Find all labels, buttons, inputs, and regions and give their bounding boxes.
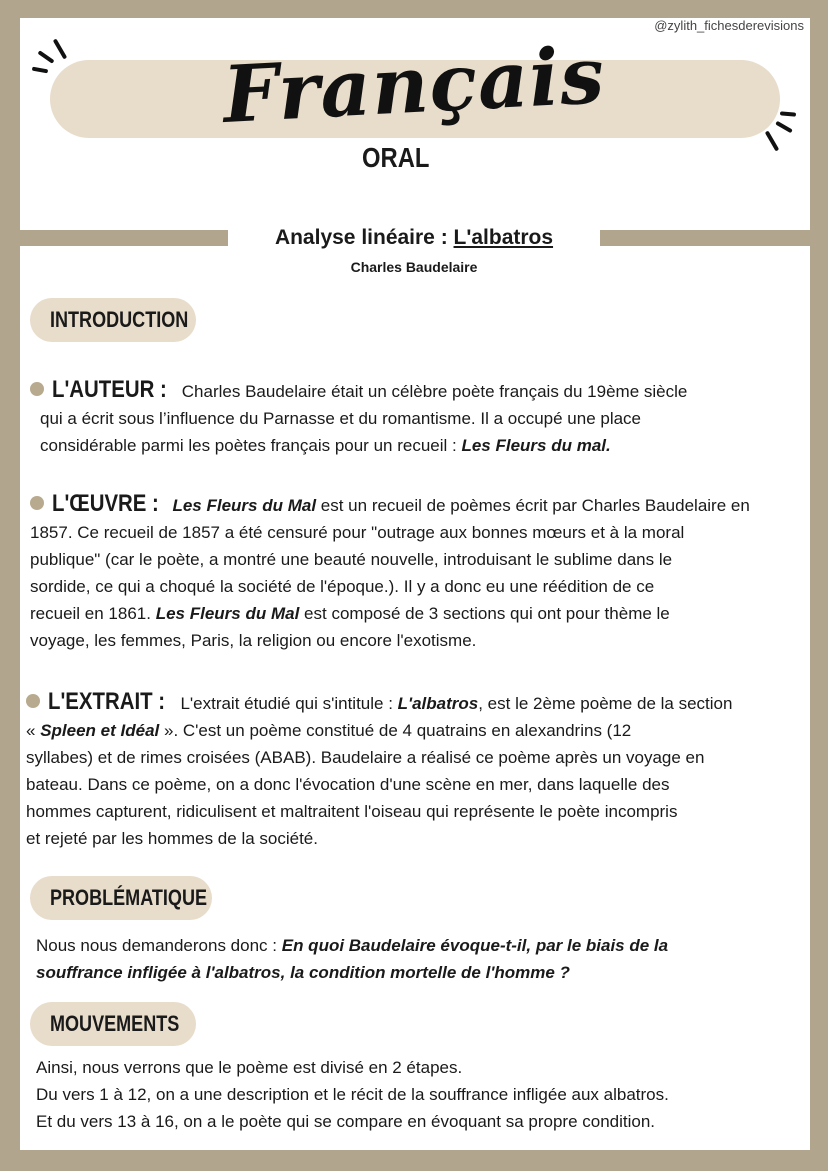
problematique-heading: PROBLÉMATIQUE <box>30 876 212 920</box>
work-paragraph: L'ŒUVRE : Les Fleurs du Mal est un recueil de poèmes écrit par Charles Baudelaire en 1857. Ce recueil de 1857 a été censuré pour "outrage aux bonnes mœurs et à la moral publique" (car le poète, a montré une beauté nouvelle, introduisant le sublime dans le sordide, ce qui a choqué la société de l'époque.). Il y a donc eu une réédition de ce recueil en 1861. Les Fleurs du Mal est composé de 3 sections qui ont pour thème le voyage, les femmes, Paris, la religion ou encore l'exotisme. <box>30 490 750 650</box>
poet-name: Charles Baudelaire <box>350 259 478 275</box>
author-paragraph: L'AUTEUR : Charles Baudelaire était un célèbre poète français du 19ème siècle qui a écrit sous l’influence du Parnasse et du romantisme. Il a occupé une place considérable parmi les poètes français pour un recueil : Les Fleurs du mal. <box>30 376 800 459</box>
mouvements-paragraph: Ainsi, nous verrons que le poème est divisé en 2 étapes. Du vers 1 à 12, on a une description et le récit de la souffrance infligée aux albatros. Et du vers 13 à 16, on a le poète qui se compare en évoquant sa propre condition. <box>36 1058 669 1131</box>
bullet-icon <box>26 694 40 708</box>
bullet-icon <box>30 496 44 510</box>
page-subtitle: ORAL <box>362 142 430 173</box>
extract-paragraph: L'EXTRAIT : L'extrait étudié qui s'intitule : L'albatros, est le 2ème poème de la section « Spleen et Idéal ». C'est un poème constitué de 4 quatrains en alexandrins (12 syllabes) et de rimes croisées (ABAB). Baudelaire a réalisé ce poème après un voyage en bateau. Dans ce poème, on a donc l'évocation d'une scène en mer, dans laquelle des hommes capturent, ridiculisent et maltraitent l'oiseau qui représente le poète incompris et rejeté par les hommes de la société. <box>26 688 733 848</box>
mouvements-heading: MOUVEMENTS <box>30 1002 196 1046</box>
author-handle: @zylith_fichesderevisions <box>654 18 804 33</box>
analysis-label: Analyse linéaire : <box>274 226 448 249</box>
analysis-heading <box>0 226 828 250</box>
bullet-icon <box>30 382 44 396</box>
introduction-heading: INTRODUCTION <box>30 298 196 342</box>
page-title: Français <box>220 30 608 141</box>
poem-title: L'albatros <box>453 226 554 249</box>
problematique-paragraph: Nous nous demanderons donc : En quoi Baudelaire évoque-t-il, par le biais de la souffrance infligée à l'albatros, la condition mortelle de l'homme ? <box>36 936 669 982</box>
